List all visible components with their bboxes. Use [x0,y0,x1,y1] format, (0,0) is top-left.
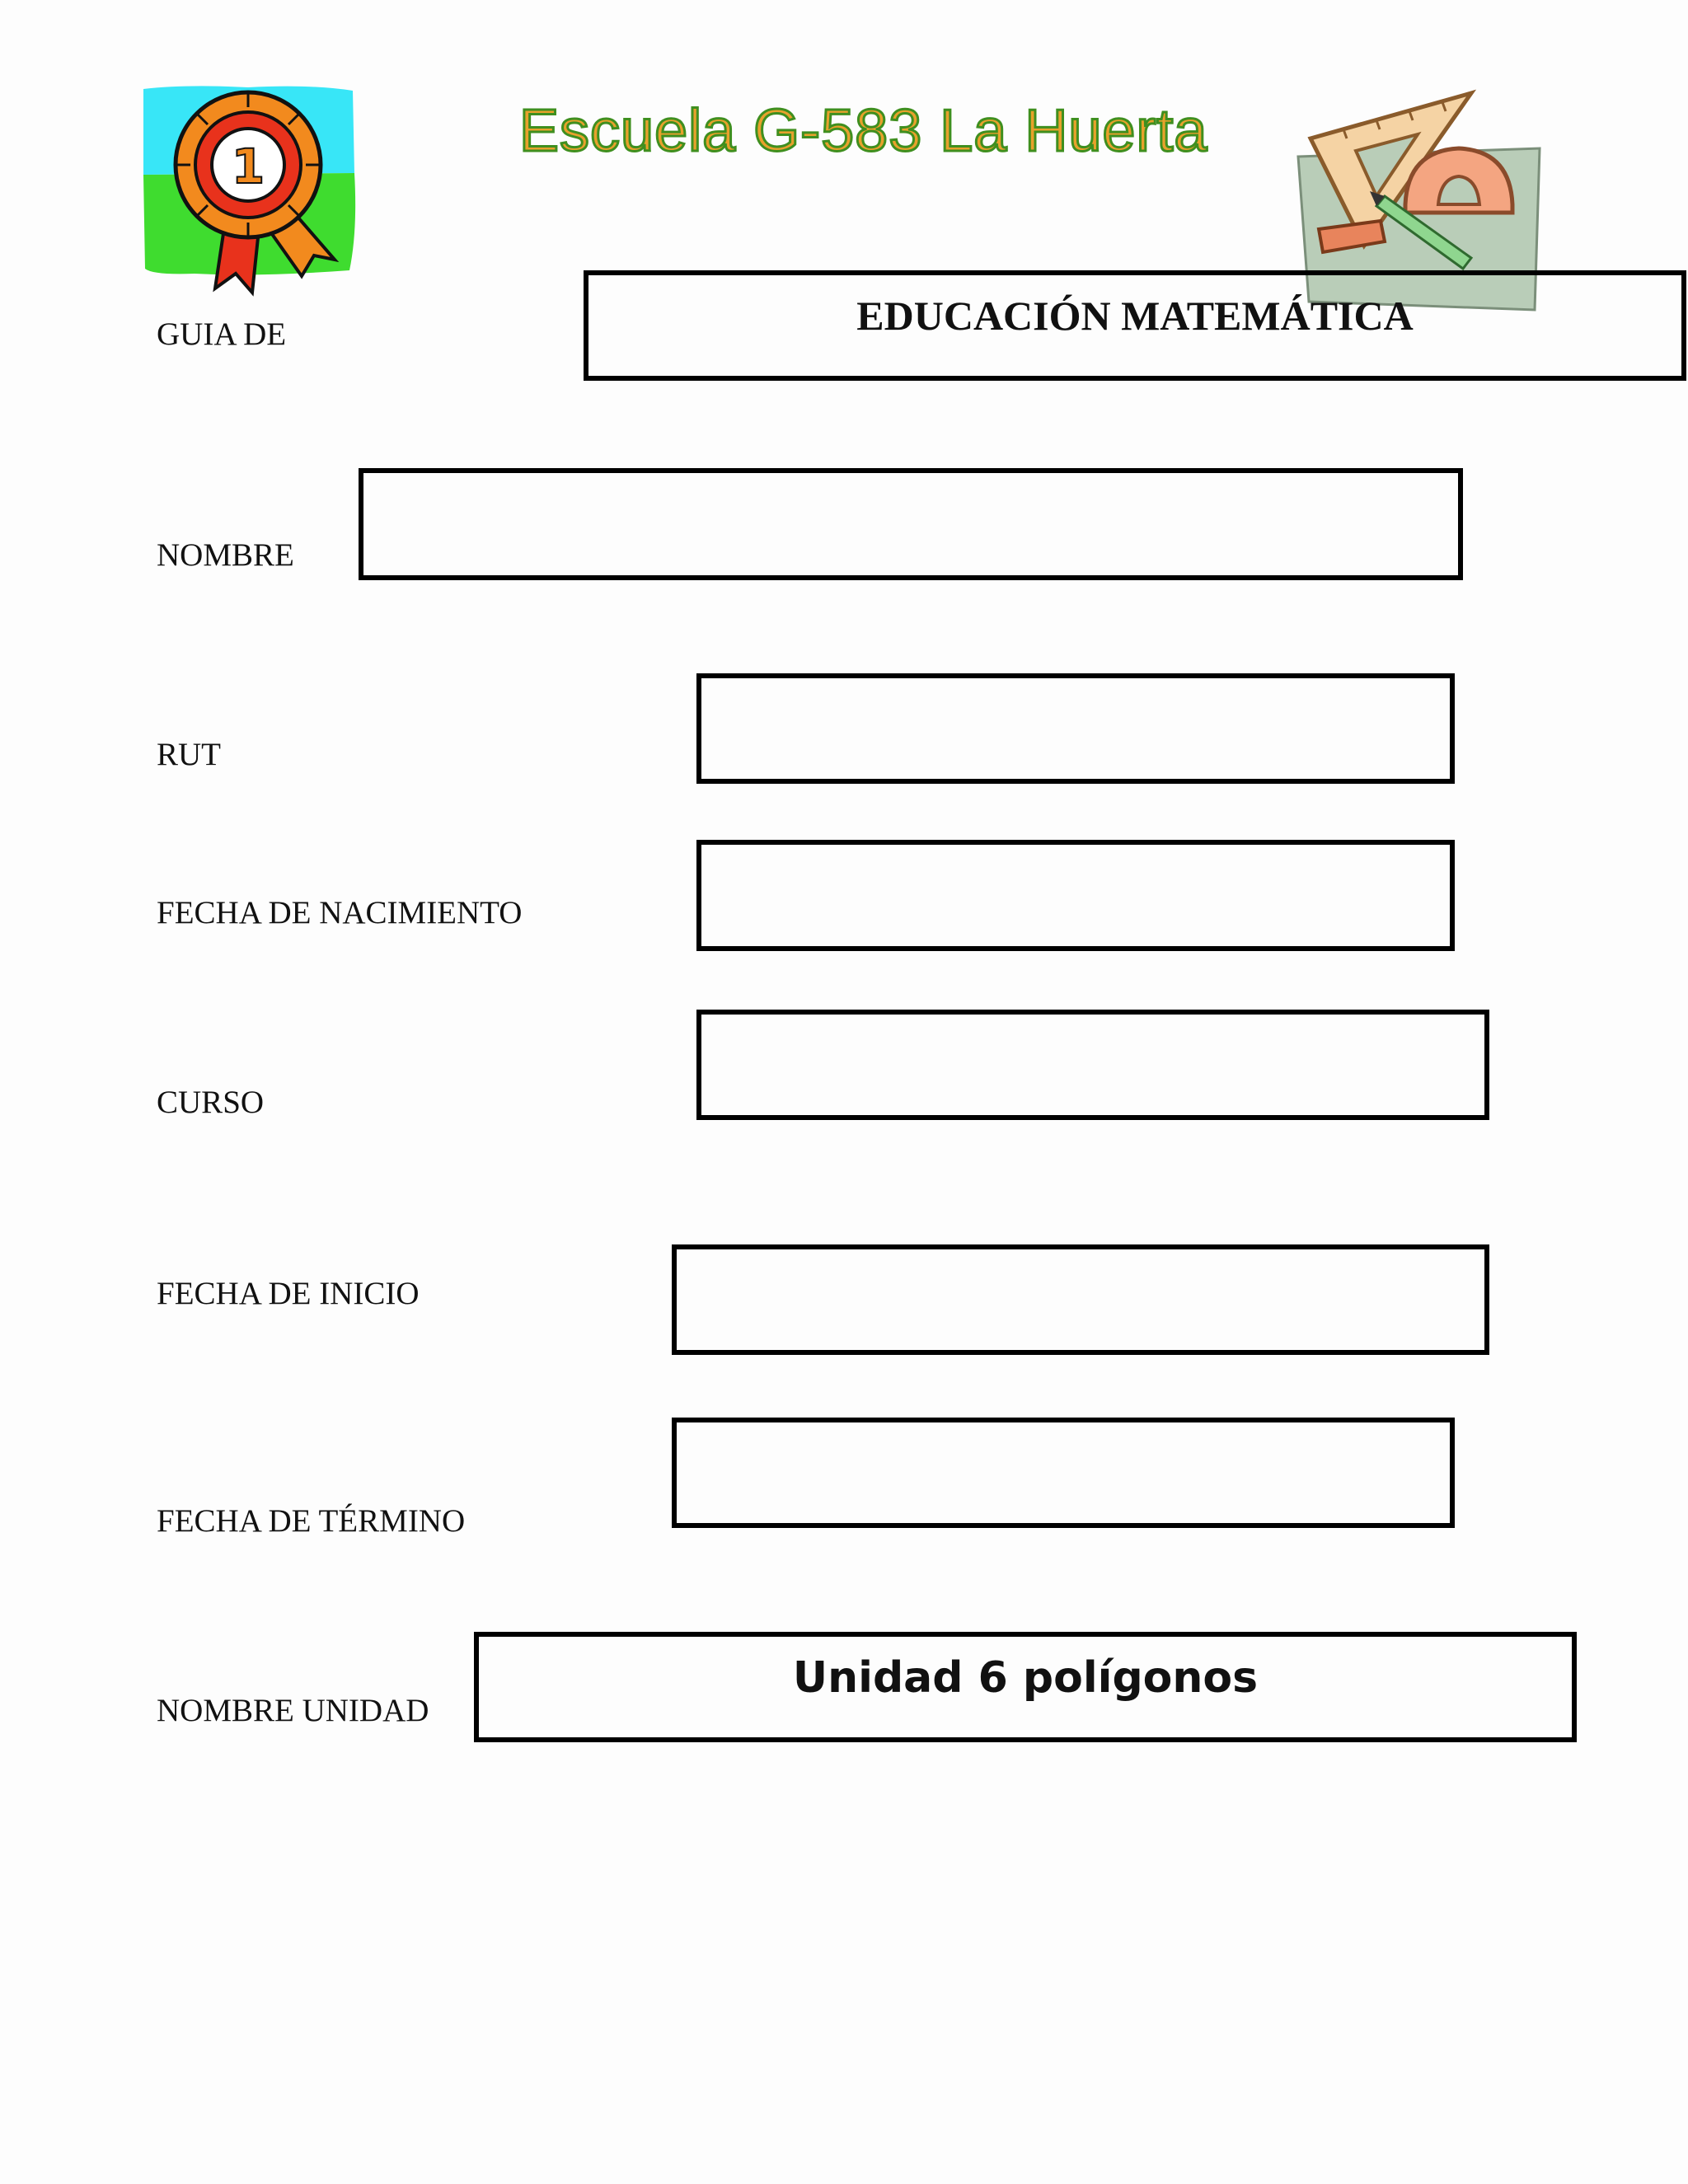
school-title: Escuela G-583 La Huerta [519,98,1208,164]
unit-name: Unidad 6 polígonos [792,1653,1259,1703]
nombre-field[interactable] [359,468,1463,580]
field-label-curso: CURSO [157,1085,265,1120]
field-label-fecha-inicio: FECHA DE INICIO [157,1276,420,1311]
subject-box [584,270,1686,381]
fecha-inicio-field[interactable] [672,1244,1489,1355]
unit-label: NOMBRE UNIDAD [157,1693,429,1728]
unit-box [474,1632,1577,1742]
rut-field[interactable] [696,673,1455,784]
fecha-nacimiento-field[interactable] [696,840,1455,951]
medal-number: 1 [231,138,265,194]
fecha-termino-field[interactable] [672,1418,1455,1528]
subject-title: EDUCACIÓN MATEMÁTICA [856,293,1414,339]
field-label-fecha-nacimiento: FECHA DE NACIMIENTO [157,895,523,930]
guide-label: GUIA DE [157,316,287,352]
medal-icon [137,82,359,297]
curso-field[interactable] [696,1010,1489,1120]
field-label-rut: RUT [157,737,221,772]
field-label-nombre: NOMBRE [157,537,294,573]
field-label-fecha-termino: FECHA DE TÉRMINO [157,1503,466,1539]
